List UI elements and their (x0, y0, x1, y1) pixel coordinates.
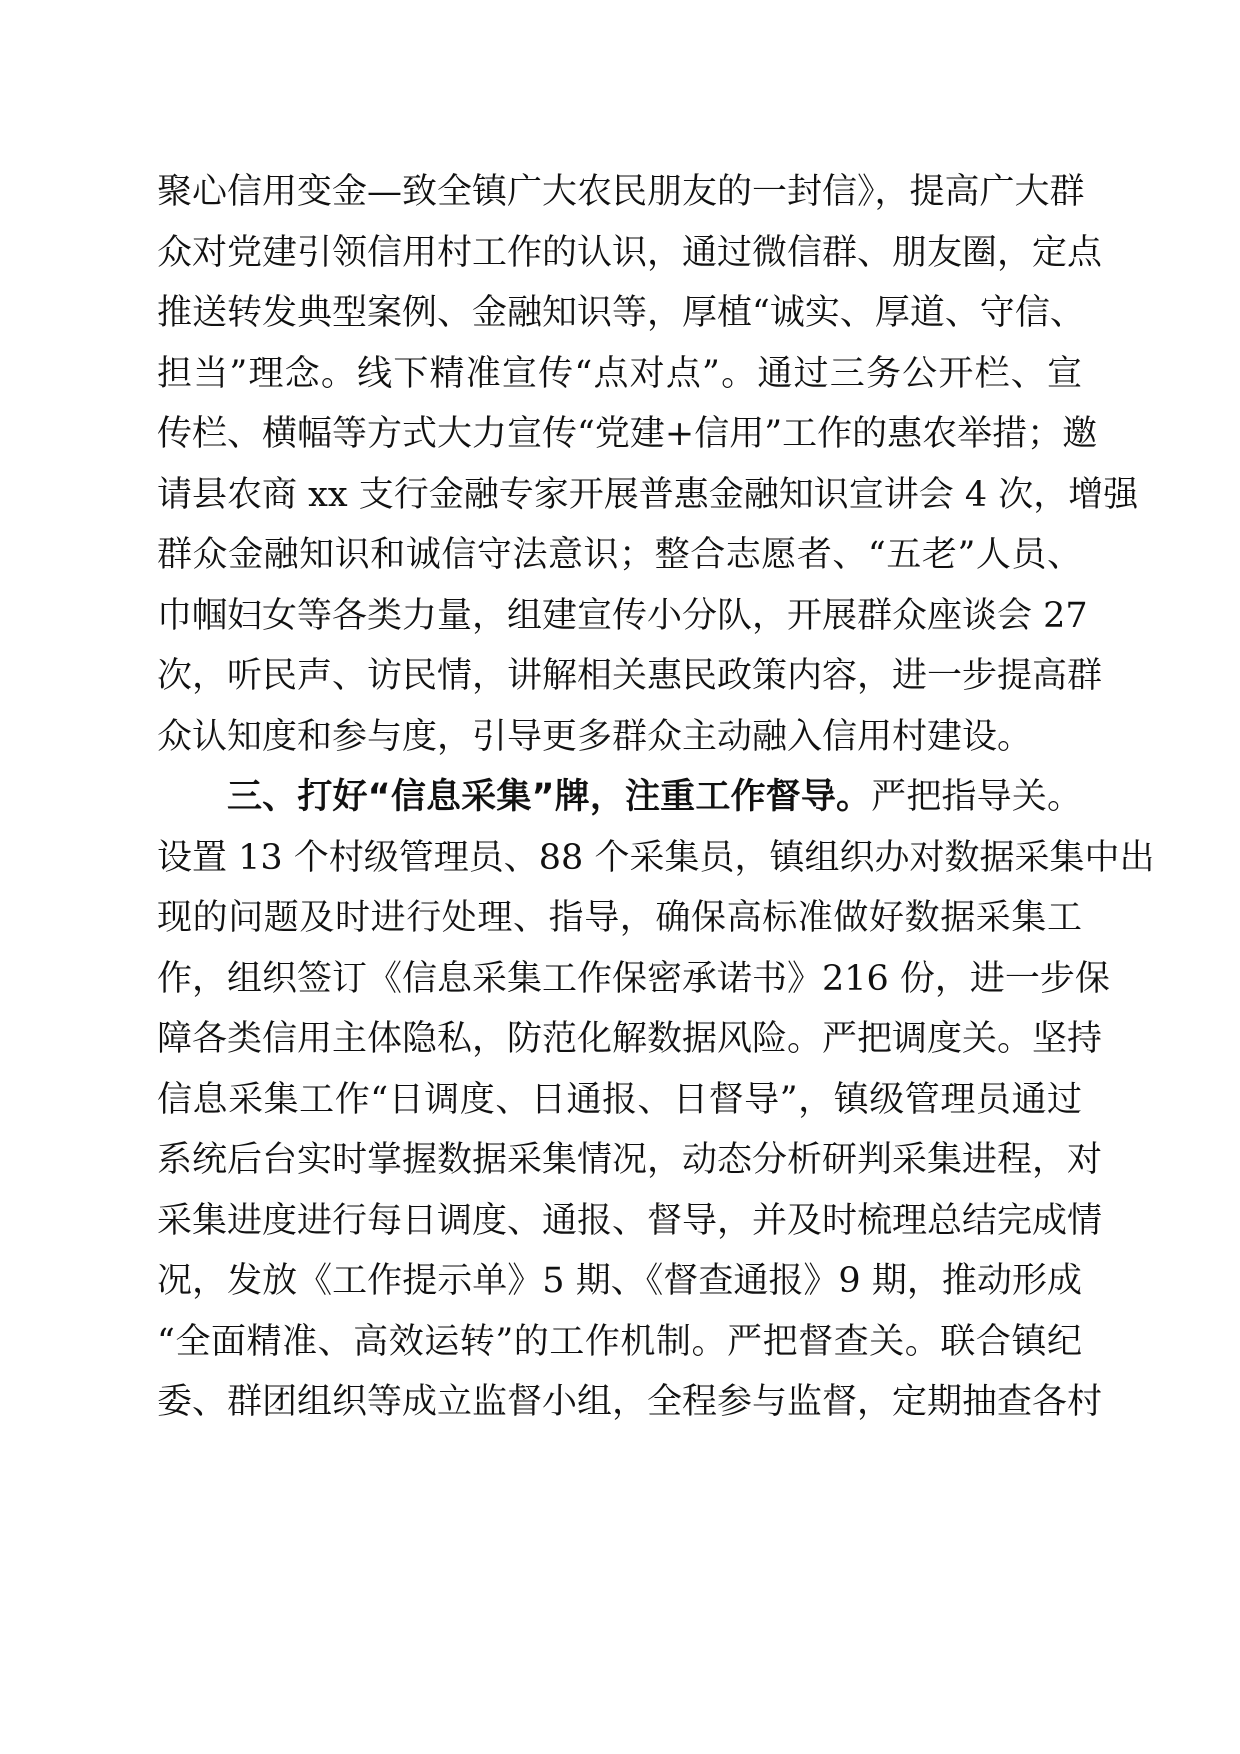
paragraph-line: 请县农商 xx 支行金融专家开展普惠金融知识宣讲会 4 次，增强 (157, 475, 1139, 515)
heading-line-rest: 严把指导关。 (871, 777, 1082, 817)
paragraph-line: 众认知度和参与度，引导更多群众主动融入信用村建设。 (157, 717, 1033, 757)
paragraph-line: 现的问题及时进行处理、指导，确保高标准做好数据采集工 (157, 898, 1082, 938)
paragraph-line: 况，发放《工作提示单》5 期、《督查通报》9 期，推动形成 (157, 1261, 1082, 1301)
paragraph-line: 众对党建引领信用村工作的认识，通过微信群、朋友圈，定点 (157, 233, 1103, 273)
paragraph-line: 系统后台实时掌握数据采集情况，动态分析研判采集进程，对 (157, 1140, 1103, 1180)
paragraph-line: 设置 13 个村级管理员、88 个采集员，镇组织办对数据采集中出 (157, 838, 1155, 878)
paragraph-line: 推送转发典型案例、金融知识等，厚植“诚实、厚道、守信、 (157, 293, 1085, 333)
section-heading: 三、打好“信息采集”牌，注重工作督导。 (227, 777, 872, 817)
paragraph-line: 传栏、横幅等方式大力宣传“党建+信用”工作的惠农举措；邀 (157, 414, 1098, 454)
paragraph-line: 担当”理念。线下精准宣传“点对点”。通过三务公开栏、宣 (157, 354, 1082, 394)
paragraph-line: 委、群团组织等成立监督小组，全程参与监督，定期抽查各村 (157, 1382, 1103, 1422)
paragraph-line: 采集进度进行每日调度、通报、督导，并及时梳理总结完成情 (157, 1201, 1103, 1241)
paragraph-line: 聚心信用变金—致全镇广大农民朋友的一封信》，提高广大群 (157, 172, 1085, 212)
paragraph-line: 作，组织签订《信息采集工作保密承诺书》216 份，进一步保 (157, 959, 1110, 999)
paragraph-line: 巾帼妇女等各类力量，组建宣传小分队，开展群众座谈会 27 (157, 596, 1088, 636)
paragraph-line: “全面精准、高效运转”的工作机制。严把督查关。联合镇纪 (157, 1322, 1082, 1362)
paragraph-line: 信息采集工作“日调度、日通报、日督导”，镇级管理员通过 (157, 1080, 1082, 1120)
paragraph-line: 障各类信用主体隐私，防范化解数据风险。严把调度关。坚持 (157, 1019, 1103, 1059)
paragraph-line: 群众金融知识和诚信守法意识；整合志愿者、“五老”人员、 (157, 535, 1082, 575)
section-heading-line (227, 767, 1082, 827)
paragraph-line: 次，听民声、访民情，讲解相关惠民政策内容，进一步提高群 (157, 656, 1103, 696)
